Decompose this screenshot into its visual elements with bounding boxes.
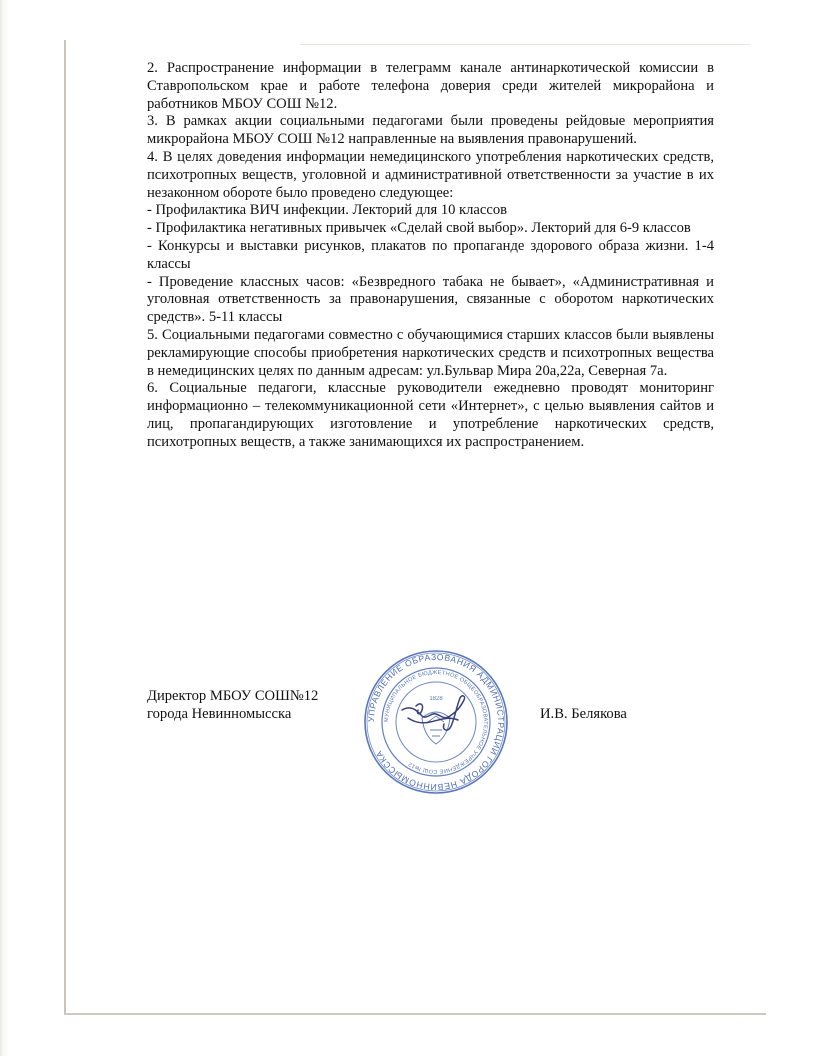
seal-inner-ring: [396, 682, 476, 762]
seal-outer-text: УПРАВЛЕНИЕ ОБРАЗОВАНИЯ АДМИНИСТРАЦИИ ГОРОДА НЕВИННОМЫССКА: [365, 651, 507, 793]
list-item-class-hours: - Проведение классных часов: «Безвредного табака не бывает», «Административная и уголовная ответственность за правонарушения, связанные с оборотом наркотических средств». 5-11 классы: [147, 273, 714, 326]
paragraph-item-2: 2. Распространение информации в телеграмм канале антинаркотической комиссии в Ставропольском крае и работе телефона доверия среди жителей микрорайона и работников МБОУ СОШ №12.: [147, 60, 714, 112]
signatory-title: Директор МБОУ СОШ№12: [147, 688, 319, 704]
signatory-position: [147, 688, 318, 724]
list-item-hiv-prevention: - Профилактика ВИЧ инфекции. Лекторий для 10 классов: [147, 202, 508, 219]
signatory-name: И.В. Белякова: [540, 706, 627, 722]
seal-middle-ring: [382, 668, 490, 776]
list-item-bad-habits: - Профилактика негативных привычек «Сделай свой выбор». Лекторий для 6-9 классов: [147, 220, 691, 237]
seal-year: 1828: [429, 696, 443, 702]
list-item-drawing-contests: - Конкурсы и выставки рисунков, плакатов по пропаганде здорового образа жизни. 1-4 классы: [147, 237, 714, 272]
document-body: [147, 60, 714, 452]
paragraph-item-3: 3. В рамках акции социальными педагогами были проведены рейдовые мероприятия микрорайона МБОУ СОШ №12 направленные на выявления правонарушений.: [147, 113, 714, 148]
scan-edge-bottom: [64, 1013, 766, 1015]
paragraph-item-4: 4. В целях доведения информации немедицинского употребления наркотических средств, психотропных веществ, уголовной и административной ответственности за участие в их незаконном обороте было проведено следующее:: [147, 148, 714, 201]
seal-inner-text: МУНИЦИПАЛЬНОЕ БЮДЖЕТНОЕ ОБЩЕОБРАЗОВАТЕЛЬНОЕ УЧРЕЖДЕНИЕ СОШ №12: [383, 669, 489, 775]
paragraph-item-5: 5. Социальными педагогами совместно с обучающимися старших классов были выявлены рекламирующие способы приобретения наркотических средств и психотропных вещества в немедицинских целях по данным адресам: ул.Бульвар Мира 20а,22а, Северная 7а.: [147, 326, 714, 379]
official-seal-stamp: [362, 648, 510, 796]
scan-edge-left: [64, 40, 66, 1015]
paragraph-item-6: 6. Социальные педагоги, классные руководители ежедневно проводят мониторинг информационно – телекоммуникационной сети «Интернет», с целью выявления сайтов и лиц, пропагандирующих изготовление и употребление наркотических средств, психотропных веществ, а также занимающихся их распространением.: [147, 380, 714, 450]
scan-edge-top: [300, 44, 750, 45]
signatory-city: города Невинномысска: [147, 705, 292, 722]
